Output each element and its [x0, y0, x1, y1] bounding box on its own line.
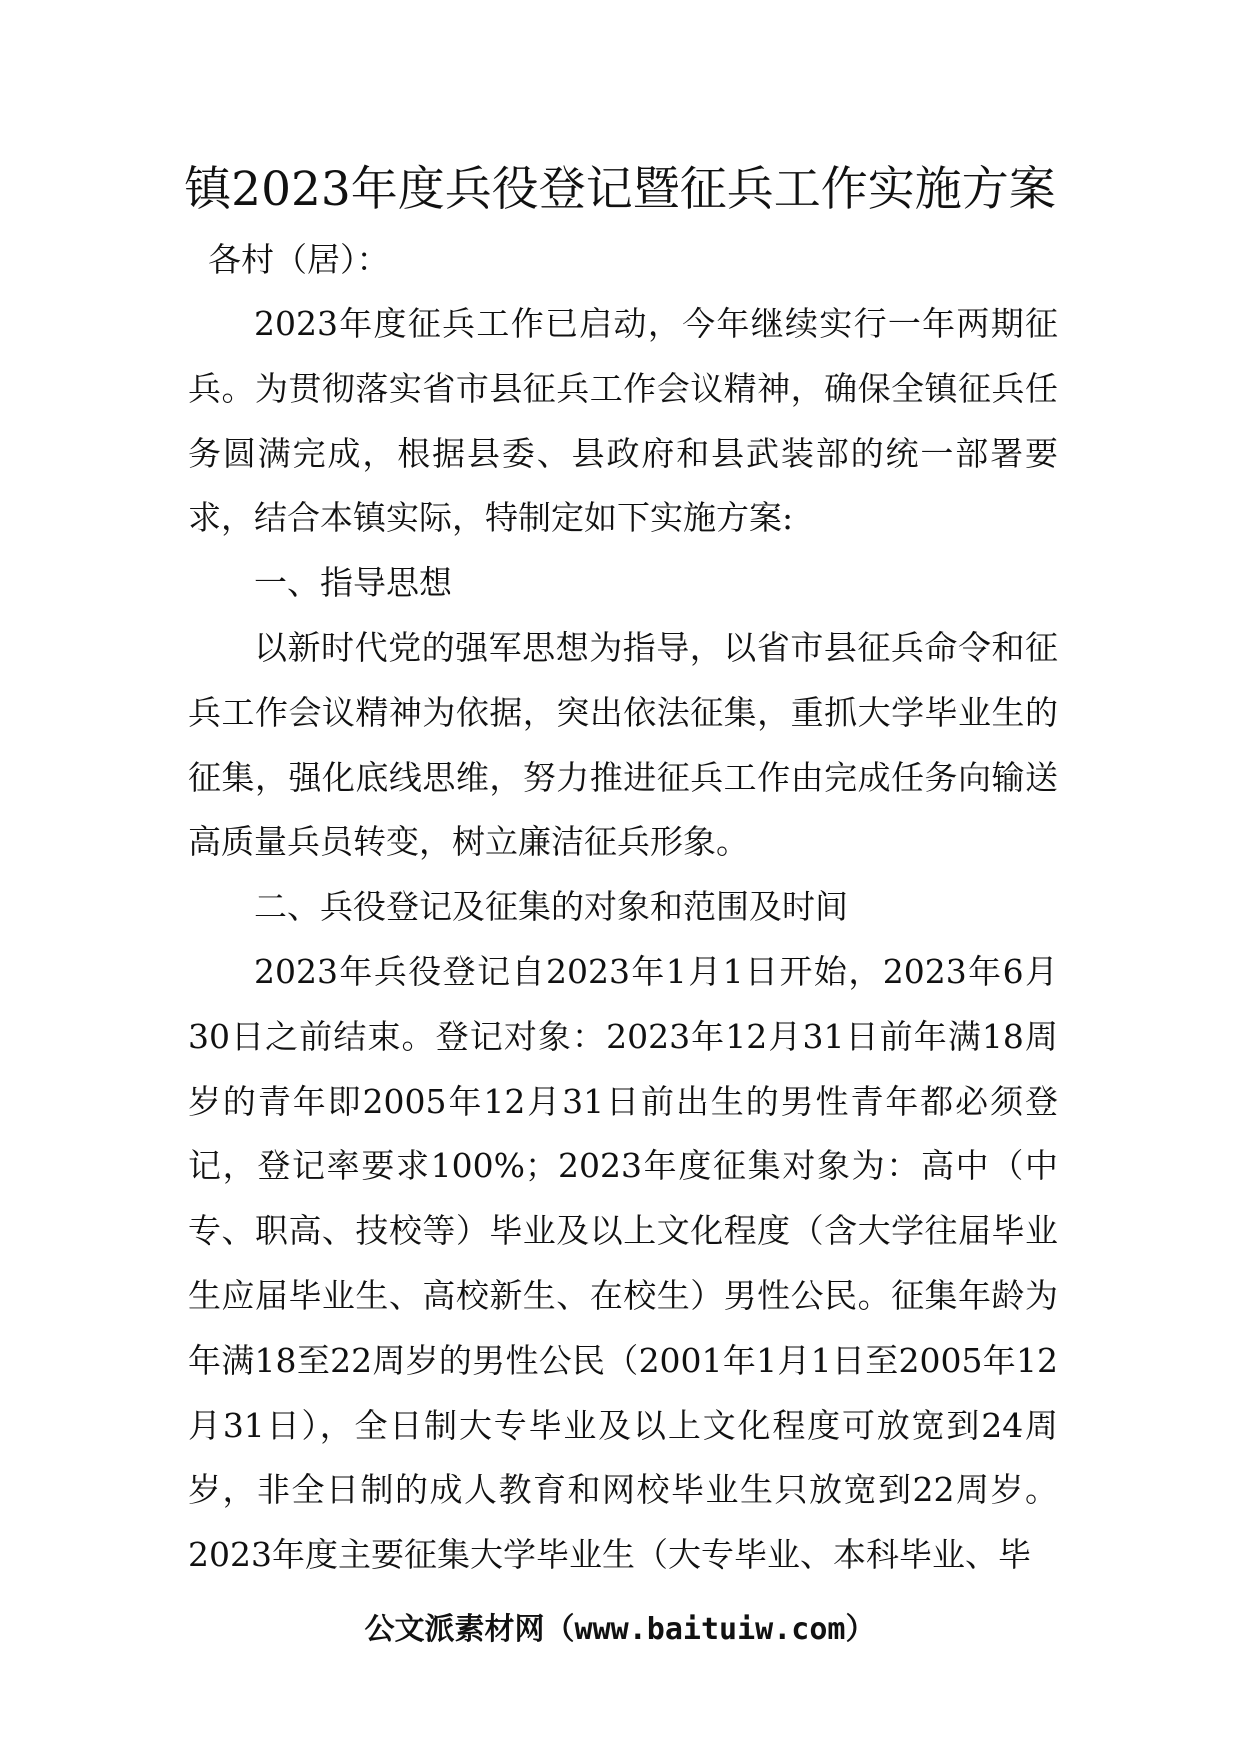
document-title: 镇2023年度兵役登记暨征兵工作实施方案 [184, 162, 1056, 217]
section-heading-guiding-ideology: 一、指导思想 [254, 563, 452, 603]
section-heading-registration-scope: 二、兵役登记及征集的对象和范围及时间 [254, 887, 848, 927]
document-body [188, 228, 1058, 1588]
salutation: 各村（居）： [208, 240, 390, 279]
footer-watermark: 公文派素材网（www.baituiw.com） [364, 1612, 876, 1647]
guiding-ideology-paragraph: 以新时代党的强军思想为指导，以省市县征兵命令和征兵工作会议精神为依据，突出依法征集，重抓大学毕业生的征集，强化底线思维，努力推进征兵工作由完成任务向输送高质量兵员转变，树立廉洁征兵形象。 [188, 627, 1058, 862]
intro-paragraph: 2023年度征兵工作已启动，今年继续实行一年两期征兵。为贯彻落实省市县征兵工作会议精神，确保全镇征兵任务圆满完成，根据县委、县政府和县武装部的统一部署要求，结合本镇实际，特制定如下实施方案: [188, 304, 1058, 538]
registration-scope-paragraph: 2023年兵役登记自2023年1月1日开始，2023年6月30日之前结束。登记对象：2023年12月31日前年满18周岁的青年即2005年12月31日前出生的男性青年都必须登记，登记率要求100%；2023年度征集对象为：高中（中专、职高、技校等）毕业及以上文化程度（含大学往届毕业生应届毕业生、高校新生、在校生）男性公民。征集年龄为年满18至22周岁的男性公民（2001年1月1日至2005年12月31日），全日制大专毕业及以上文化程度可放宽到24周岁，非全日制的成人教育和网校毕业生只放宽到22周岁。2023年度主要征集大学毕业生（大专毕业、本科毕业、毕 [188, 951, 1058, 1575]
